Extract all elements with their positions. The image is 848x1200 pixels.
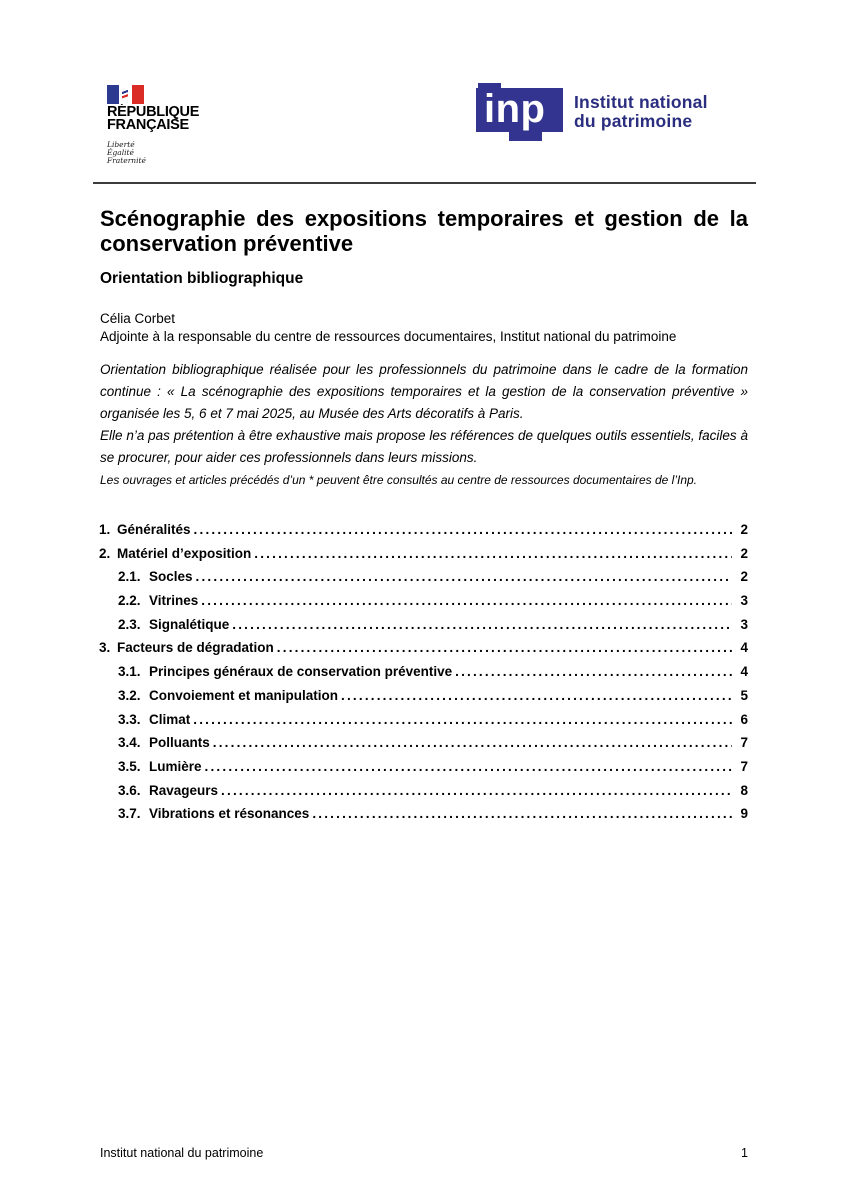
toc-entry-label: Convoiement et manipulation xyxy=(149,687,339,703)
toc-entry-label: Lumière xyxy=(149,758,202,774)
toc-entry-number: 2.2. xyxy=(118,593,141,609)
toc-entry-page: 9 xyxy=(740,806,748,822)
toc-entry-number: 3.6. xyxy=(118,782,141,798)
rf-motto-line1: Liberté xyxy=(107,139,135,149)
toc-dotted-leader xyxy=(277,640,732,655)
flag-red-stripe xyxy=(132,85,144,104)
republique-francaise-logo xyxy=(107,85,199,165)
toc-entry-label: Socles xyxy=(149,569,193,585)
toc-entry-number: 1. xyxy=(99,522,111,537)
rf-logo-motto xyxy=(107,141,199,165)
toc-entry[interactable] xyxy=(99,522,748,546)
flag-white-stripe xyxy=(119,85,131,104)
toc-entry-page: 4 xyxy=(740,664,748,680)
toc-entry[interactable] xyxy=(99,735,748,759)
page-title-line1: Scénographie des expositions temporaires et gestion de la xyxy=(100,206,748,231)
toc-entry-label: Principes généraux de conservation préventive xyxy=(149,664,453,680)
flag-blue-stripe xyxy=(107,85,119,104)
toc-entry[interactable] xyxy=(99,640,748,664)
inp-acronym: inp xyxy=(484,87,546,131)
toc-entry-page: 5 xyxy=(740,687,748,703)
inp-logo-box xyxy=(476,88,563,132)
toc-entry[interactable] xyxy=(99,569,748,593)
toc-entry-number: 2.3. xyxy=(118,616,141,632)
rf-motto-line2: Égalité xyxy=(107,147,134,157)
abstract-paragraph-1: Orientation bibliographique réalisée pour les professionnels du patrimoine dans le cadre de la formation continue : « La scénographie des expositions temporaires et la gestion de la conservation préventive » organisée les 5, 6 et 7 mai 2025, au Musée des Arts décoratifs à Paris. xyxy=(100,362,748,421)
toc-entry-number: 3.1. xyxy=(118,664,141,680)
toc-entry-page: 3 xyxy=(740,616,748,632)
inp-wordmark-line1: Institut national xyxy=(574,92,708,112)
toc-entry-label: Polluants xyxy=(149,735,210,751)
toc-entry-number: 3.7. xyxy=(118,806,141,822)
table-of-contents xyxy=(99,522,748,830)
page-title xyxy=(100,206,748,256)
toc-dotted-leader xyxy=(196,569,732,584)
availability-note: Les ouvrages et articles précédés d’un * peuvent être consultés au centre de ressources documentaires de l’Inp. xyxy=(100,473,698,487)
toc-entry[interactable] xyxy=(99,688,748,712)
toc-entry[interactable] xyxy=(99,712,748,736)
toc-entry-number: 2.1. xyxy=(118,569,141,585)
toc-entry-label: Matériel d’exposition xyxy=(117,545,252,561)
toc-dotted-leader xyxy=(213,735,732,750)
inp-logo-bottom-tab xyxy=(509,132,542,141)
inp-wordmark-line2: du patrimoine xyxy=(574,110,693,131)
toc-dotted-leader xyxy=(193,712,732,727)
toc-entry-number: 3.5. xyxy=(118,758,141,774)
header-divider xyxy=(93,182,756,184)
page-title-line2: conservation préventive xyxy=(100,231,354,256)
rf-motto-line3: Fraternité xyxy=(107,155,146,165)
inp-wordmark xyxy=(574,88,708,132)
toc-entry[interactable] xyxy=(99,783,748,807)
page-footer xyxy=(100,1146,748,1160)
toc-entry-label: Généralités xyxy=(117,522,191,537)
toc-entry[interactable] xyxy=(99,806,748,830)
toc-entry-number: 3.2. xyxy=(118,687,141,703)
toc-dotted-leader xyxy=(341,688,732,703)
toc-entry-number: 2. xyxy=(99,545,111,561)
toc-dotted-leader xyxy=(221,783,732,798)
footer-page-number: 1 xyxy=(741,1146,748,1160)
toc-entry-label: Vitrines xyxy=(149,593,199,609)
toc-entry-page: 7 xyxy=(740,735,748,751)
toc-dotted-leader xyxy=(194,522,732,537)
rf-name-line1: RÉPUBLIQUE xyxy=(107,104,200,120)
toc-entry-label: Climat xyxy=(149,711,191,727)
toc-entry[interactable] xyxy=(99,759,748,783)
toc-entry-page: 4 xyxy=(740,640,748,656)
footer-institution: Institut national du patrimoine xyxy=(100,1146,264,1160)
toc-dotted-leader xyxy=(205,759,732,774)
toc-entry-label: Ravageurs xyxy=(149,782,219,798)
toc-entry-label: Signalétique xyxy=(149,616,230,632)
toc-entry-number: 3.4. xyxy=(118,735,141,751)
toc-entry[interactable] xyxy=(99,546,748,570)
toc-dotted-leader xyxy=(201,593,732,608)
toc-entry-page: 8 xyxy=(740,782,748,798)
abstract-paragraph-2: Elle n’a pas prétention à être exhaustive mais propose les références de quelques outils essentiels, faciles à se procurer, pour aider ces professionnels dans leurs missions. xyxy=(100,428,748,465)
toc-entry-number: 3.3. xyxy=(118,711,141,727)
toc-entry-page: 3 xyxy=(740,593,748,609)
toc-entry-page: 6 xyxy=(740,711,748,727)
author-name: Célia Corbet xyxy=(100,311,176,326)
abstract xyxy=(100,359,748,469)
author-role: Adjointe à la responsable du centre de ressources documentaires, Institut national du patrimoine xyxy=(100,329,677,344)
toc-dotted-leader xyxy=(254,546,732,561)
author-block xyxy=(100,310,676,346)
rf-logo-name xyxy=(107,106,199,133)
document-subtitle: Orientation bibliographique xyxy=(100,270,304,287)
toc-entry-page: 2 xyxy=(740,522,748,537)
inp-logo xyxy=(476,88,708,132)
toc-entry-number: 3. xyxy=(99,640,111,656)
toc-entry[interactable] xyxy=(99,593,748,617)
toc-entry-label: Facteurs de dégradation xyxy=(117,640,274,656)
toc-entry[interactable] xyxy=(99,664,748,688)
rf-name-line2: FRANÇAISE xyxy=(107,117,189,134)
toc-entry-label: Vibrations et résonances xyxy=(149,806,310,822)
toc-entry-page: 2 xyxy=(740,545,748,561)
toc-dotted-leader xyxy=(312,806,732,821)
toc-entry-page: 2 xyxy=(740,569,748,585)
toc-dotted-leader xyxy=(232,617,732,632)
french-flag-icon xyxy=(107,85,144,104)
marianne-icon xyxy=(122,88,128,100)
toc-entry-page: 7 xyxy=(740,758,748,774)
toc-entry[interactable] xyxy=(99,617,748,641)
toc-dotted-leader xyxy=(455,664,732,679)
